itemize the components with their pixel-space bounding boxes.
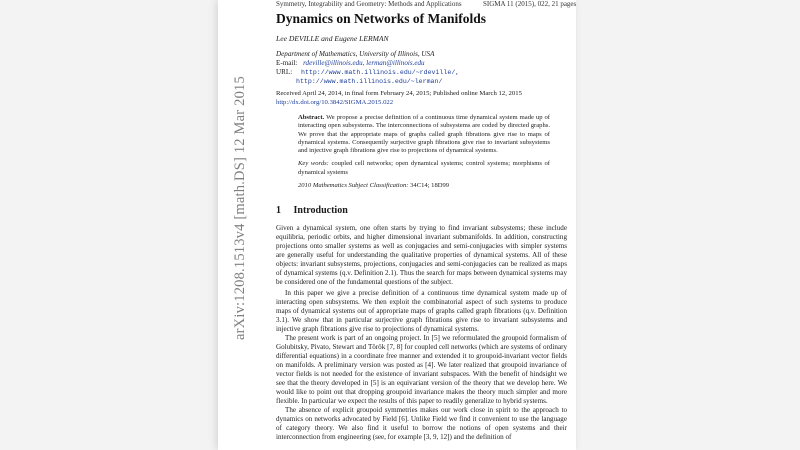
received-dates: Received April 24, 2014, in final form February 24, 2015; Published online March 12, 2015	[276, 90, 522, 97]
paragraph-1: Given a dynamical system, one often starts by trying to find invariant subsystems; these include equilibria, periodic orbits, and higher dimensional invariant submanifolds. In addition, constructing projections onto smaller systems as well as conjugacies and semi-conjugacies with simpler systems are generally useful for understanding the qualitative properties of dynamical systems. All of these objects: invariant subsystems, projections, conjugacies and semi-conjugacies can be realized as maps of dynamical systems (q.v. Definition 2.1). Thus the search for maps between dynamical systems may be considered one of the fundamental questions of the subject.	[276, 224, 567, 286]
running-head-journal: Symmetry, Integrability and Geometry: Methods and Applications	[276, 0, 462, 8]
msc-codes: 34C14; 18D99	[410, 182, 450, 190]
running-head-citation: SIGMA 11 (2015), 022, 21 pages	[483, 0, 577, 8]
abstract-label: Abstract.	[298, 114, 325, 121]
msc-classification	[298, 182, 550, 190]
msc-label: 2010 Mathematics Subject Classification:	[298, 182, 409, 190]
affiliation: Department of Mathematics, University of Illinois, USA	[276, 50, 435, 58]
paragraph-3: The present work is part of an ongoing project. In [5] we reformulated the groupoid formalism of Golubitsky, Pivato, Stewart and Török [7, 8] for coupled cell networks (which are systems of ordinary differential equations) in a coordinate free manner and extended it to groupoid-invariant vector fields on manifolds. A preliminary version was posted as [4]. We later realized that groupoid invariance of vector fields is not needed for the existence of invariant subspaces. With the benefit of hindsight we see that the theory developed in [5] is an equivariant version of the theory that we develop here. We would like to point out that dropping groupoid invariance makes the theory much simpler and more flexible. In particular we expect the results of this paper to readily generalize to hybrid systems.	[276, 334, 567, 405]
email-links[interactable]: rdeville@illinois.edu, lerman@illinois.edu	[303, 59, 425, 67]
paragraph-4: The absence of explicit groupoid symmetries makes our work close in spirit to the approach to dynamics on networks advocated by Field [6]. Unlike Field we find it convenient to use the language of category theory. We also find it useful to borrow the notions of open systems and their interconnection from engineering (see, for example [3, 9, 12]) and the definition of	[276, 406, 567, 441]
body-text	[276, 224, 567, 442]
doi-link[interactable]: http://dx.doi.org/10.3842/SIGMA.2015.022	[276, 99, 394, 106]
keywords-label: Key words:	[298, 160, 329, 168]
section-number: 1	[276, 205, 281, 216]
url-line-2	[296, 77, 442, 86]
paragraph-2: In this paper we give a precise definition of a continuous time dynamical system made up of interacting open subsystems. We then exploit the combinatorial aspect of such systems to produce maps of dynamical systems out of appropriate maps of graphs called graph fibrations (q.v. Definition 3.1). We show that in particular surjective graph fibrations give rise to invariant subsystems and injective graph fibrations give rise to projections of dynamical systems.	[276, 289, 567, 333]
url-line-1	[276, 68, 459, 77]
section-title: Introduction	[293, 205, 348, 216]
abstract-block	[298, 114, 550, 190]
url-link-deville[interactable]: http://www.math.illinois.edu/~rdeville/,	[300, 69, 460, 76]
abstract-text	[298, 114, 550, 155]
url-label: URL:	[276, 68, 293, 76]
keywords	[298, 160, 550, 177]
section-heading	[276, 205, 348, 216]
email-label: E-mail:	[276, 59, 298, 67]
paper-authors: Lee DEVILLE and Eugene LERMAN	[276, 34, 389, 43]
paper-title: Dynamics on Networks of Manifolds	[276, 11, 487, 26]
arxiv-side-stamp: arXiv:1208.1513v4 [math.DS] 12 Mar 2015	[232, 76, 248, 340]
abstract-body: We propose a precise definition of a continuous time dynamical system made up of interacting open subsystems. The interconnections of subsystems are coded by directed graphs. We prove that the appropriate maps of graphs called graph fibrations give rise to maps of dynamical systems. Consequently surjective graph fibrations give rise to invariant subsystems and injective graph fibrations give rise to projections of dynamical systems.	[298, 114, 551, 155]
email-line	[276, 59, 425, 68]
keywords-text: coupled cell networks; open dynamical systems; control systems; morphisms of dynamical systems	[298, 160, 551, 176]
url-link-lerman[interactable]: http://www.math.illinois.edu/~lerman/	[296, 78, 443, 85]
